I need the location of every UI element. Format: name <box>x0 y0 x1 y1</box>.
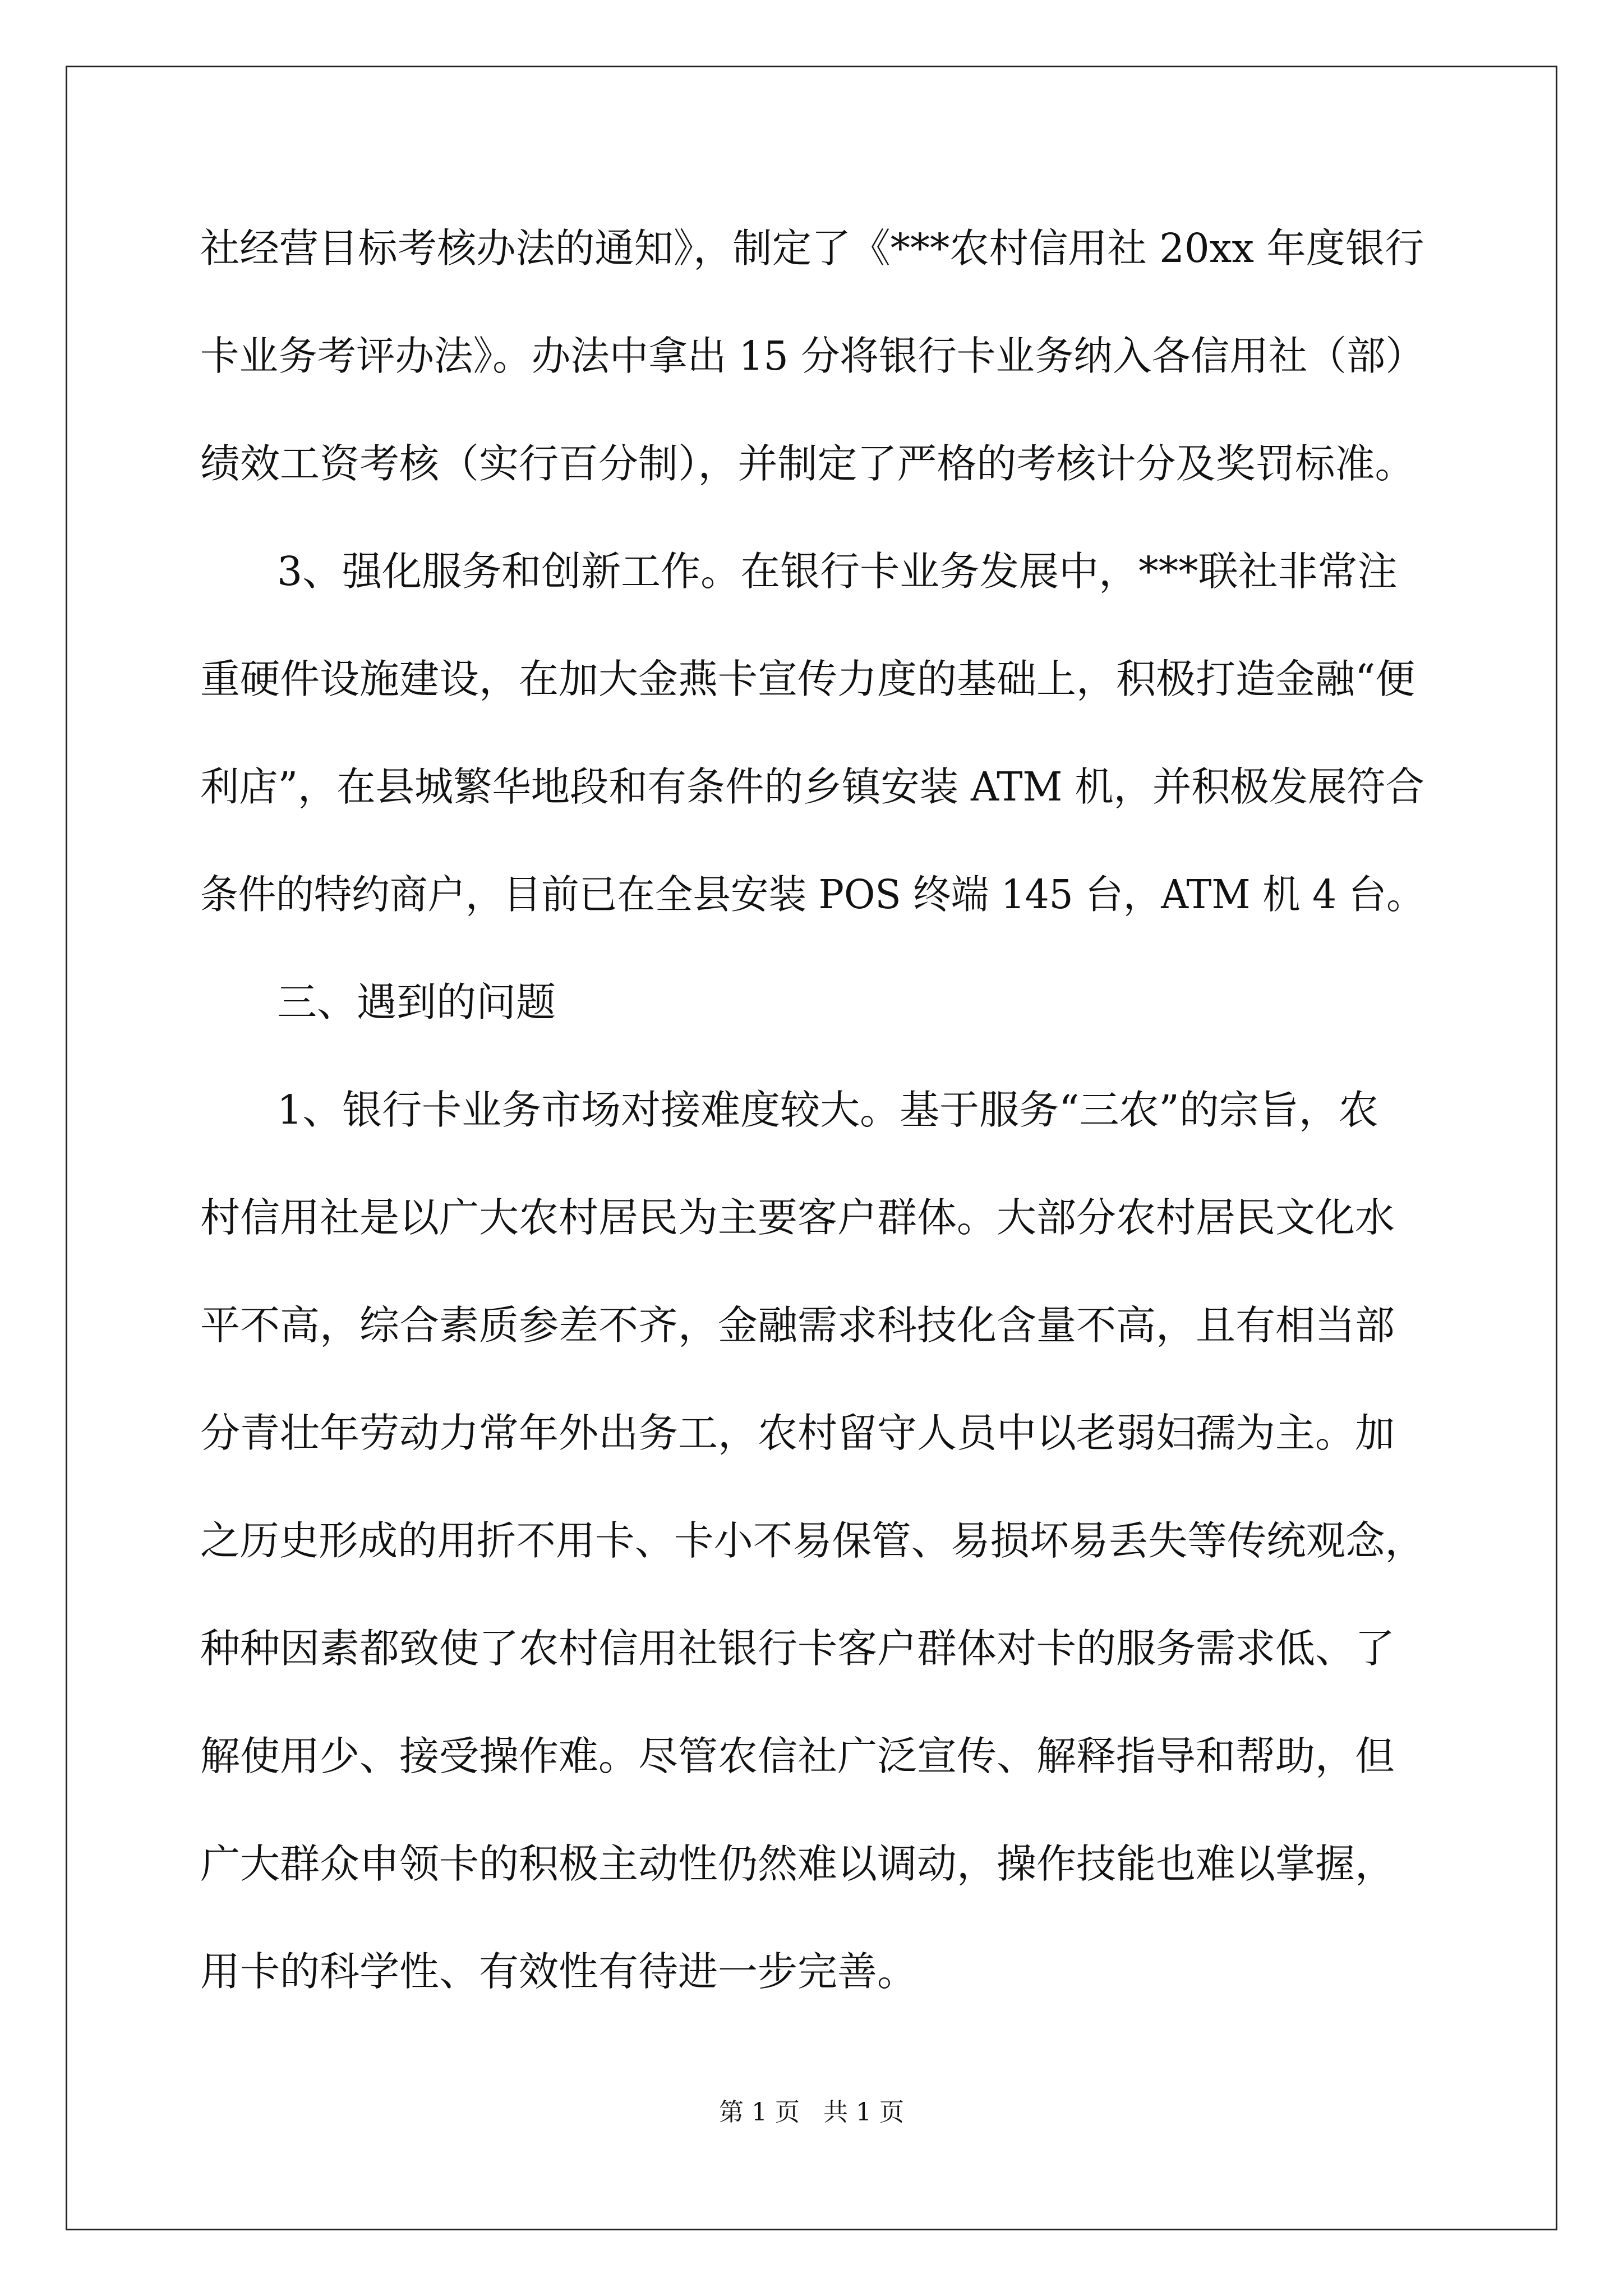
body-line-11: 平不高，综合素质参差不齐，金融需求科技化含量不高，且有相当部 <box>200 1302 1395 1349</box>
body-line-12: 分青壮年劳动力常年外出务工，农村留守人员中以老弱妇孺为主。加 <box>200 1410 1395 1456</box>
body-line-7: 条件的特约商户，目前已在全县安装 POS 终端 145 台，ATM 机 4 台。 <box>200 871 1424 918</box>
body-line-5: 重硬件设施建设，在加大金燕卡宣传力度的基础上，积极打造金融“便 <box>200 656 1415 702</box>
body-line-10: 村信用社是以广大农村居民为主要客户群体。大部分农村居民文化水 <box>200 1194 1395 1241</box>
body-line-6: 利店”，在县城繁华地段和有条件的乡镇安装 ATM 机，并积极发展符合 <box>200 763 1424 810</box>
body-line-13: 之历史形成的用折不用卡、卡小不易保管、易损坏易丢失等传统观念， <box>200 1517 1424 1564</box>
body-line-3: 绩效工资考核（实行百分制），并制定了严格的考核计分及奖罚标准。 <box>200 440 1415 487</box>
section-heading-3: 三、遇到的问题 <box>277 979 556 1025</box>
problem-item-1: 1、银行卡业务市场对接难度较大。基于服务“三农”的宗旨，农 <box>277 1087 1378 1133</box>
page-number-footer: 第 1 页 共 1 页 <box>719 2098 904 2127</box>
body-line-14: 种种因素都致使了农村信用社银行卡客户群体对卡的服务需求低、了 <box>200 1625 1395 1672</box>
body-line-2: 卡业务考评办法》。办法中拿出 15 分将银行卡业务纳入各信用社（部） <box>200 333 1424 379</box>
body-line-1: 社经营目标考核办法的通知》，制定了《***农村信用社 20xx 年度银行 <box>200 225 1424 272</box>
body-line-17: 用卡的科学性、有效性有待进一步完善。 <box>200 1948 917 1995</box>
section-item-3: 3、强化服务和创新工作。在银行卡业务发展中，***联社非常注 <box>277 548 1398 595</box>
body-line-16: 广大群众申领卡的积极主动性仍然难以调动，操作技能也难以掌握， <box>200 1841 1395 1887</box>
page-border <box>66 66 1557 2230</box>
body-line-15: 解使用少、接受操作难。尽管农信社广泛宣传、解释指导和帮助，但 <box>200 1733 1395 1779</box>
